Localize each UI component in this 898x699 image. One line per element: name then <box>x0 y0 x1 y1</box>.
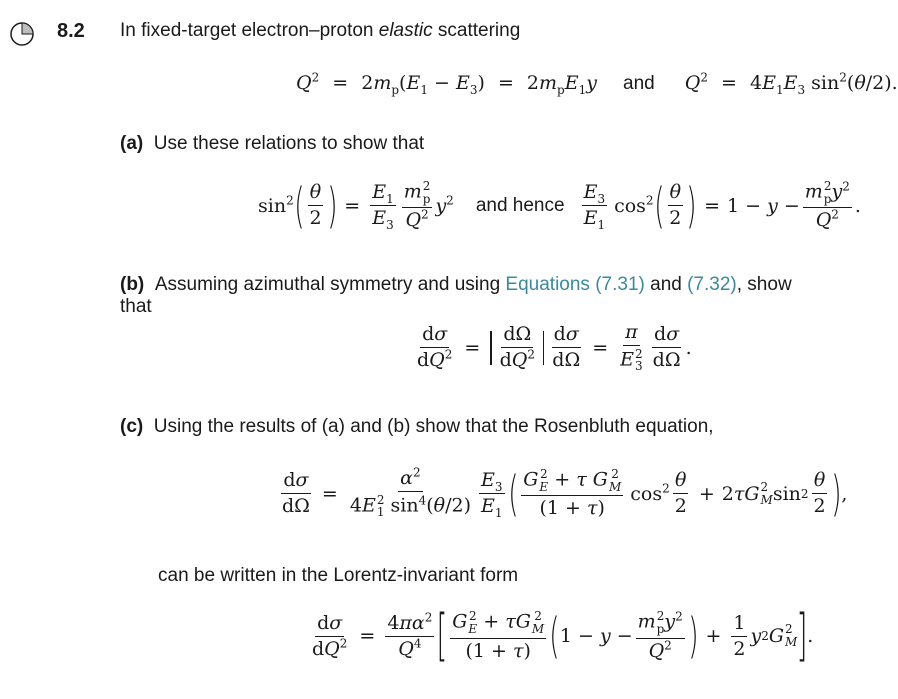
problem-number: 8.2 <box>57 20 85 42</box>
part-c-text: Using the results of (a) and (b) show that the Rosenbluth equation, <box>153 416 714 437</box>
problem-intro <box>120 20 520 42</box>
closing-text: can be written in the Lorentz-invariant form <box>158 565 519 586</box>
part-b <box>120 274 825 318</box>
equation-rosenbluth: $\frac{d\sigma}{d\Omega}$ = $\alpha^2$ 4E 2 1 $\sin^4(\theta/2)$ $\frac{E_3}{E_1}$ ( G 2 E + τ G 2 M (1 + τ) $\cos^2$ $\frac{\theta}{2}$ + 2 τ G 2 M sin 2 $\frac{\theta}{2}$ ) , <box>282 465 848 522</box>
equation-link-7-32[interactable]: (7.32) <box>687 274 737 295</box>
part-b-text-mid: and <box>644 274 688 295</box>
part-a <box>120 133 424 155</box>
clock-icon <box>9 21 35 47</box>
intro-text: In fixed-target electron–proton <box>120 20 379 41</box>
equation-link-7-31[interactable]: Equations (7.31) <box>505 274 645 295</box>
eq-and-label: and <box>623 73 655 94</box>
equation-q2: $Q^2 = 2m_p(E_1 - E_3) = 2m_pE_1y$ and $Q^2 = 4E_1E_3$ $\sin^2(\theta/2)$. <box>296 70 898 97</box>
equation-lorentz-invariant: $\frac{d\sigma}{dQ^2}$ = $\frac{4\pi\alpha^2}{Q^4}$ [ G 2 E + τG 2 M (1 + τ) ( 1 − y − m 2 p $y^2$ $Q^2$ ) + $\frac{1}{2}$ y 2 G 2 M ] . <box>312 603 814 668</box>
part-b-label: (b) <box>120 274 145 295</box>
intro-end: scattering <box>432 20 521 41</box>
part-a-text: Use these relations to show that <box>153 133 425 154</box>
part-a-label: (a) <box>120 133 144 154</box>
intro-italic: elastic <box>378 20 433 41</box>
part-c <box>120 416 714 438</box>
part-b-text-pre: Assuming azimuthal symmetry and using <box>154 274 506 295</box>
equation-b: $\frac{d\sigma}{dQ^2}$ = $\frac{d\Omega}{dQ^2}$ $\frac{d\sigma}{d\Omega}$ = π E 2 3 $\frac{d\sigma}{d\Omega}$ . <box>417 321 692 374</box>
part-c-label: (c) <box>120 416 144 437</box>
equation-a: $\sin^2$ ( $\frac{\theta}{2}$ ) = $\frac{E_1}{E_3}$ m 2 p $Q^2$ $y^2$ and hence $\frac{E_3}{E_1}$ $\cos^2$ ( $\frac{\theta}{2}$ ) = 1 − y − m 2 p $y^2$ $Q^2$ . <box>258 177 861 234</box>
part-b-text-post: , show that <box>120 274 792 317</box>
and-hence-label: and hence <box>475 194 565 216</box>
